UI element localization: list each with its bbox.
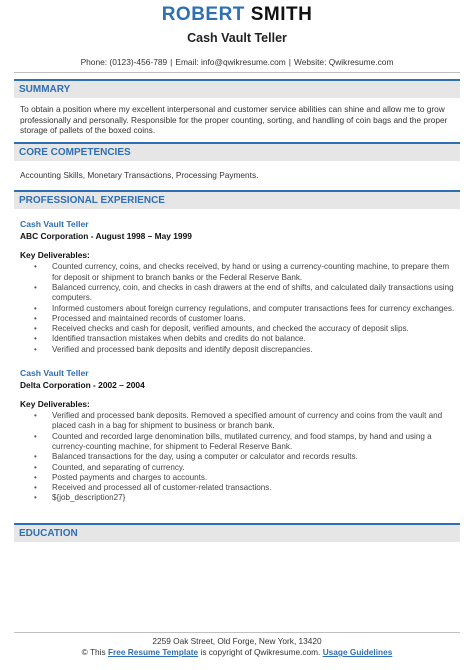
section-heading-competencies: CORE COMPETENCIES	[14, 142, 460, 161]
section-heading-education: EDUCATION	[14, 523, 460, 542]
list-item: • Received and processed all of customer-related transactions.	[52, 483, 460, 493]
list-item: • Received checks and cash for deposit, verified amounts, and checked the accuracy of deposit slips.	[52, 324, 460, 334]
list-item: • Counted, and separating of currency.	[52, 463, 460, 473]
list-item: • Posted payments and charges to accounts.	[52, 473, 460, 483]
list-item: • ${job_description27}	[52, 493, 460, 503]
first-name: ROBERT	[161, 4, 245, 25]
job-1-title: Cash Vault Teller	[20, 219, 89, 230]
phone-text: Phone: (0123)-456-789	[80, 57, 168, 67]
resume-footer	[0, 632, 474, 658]
list-item: • Identified transaction mistakes when debits and credits do not balance.	[52, 334, 460, 344]
section-heading-experience: PROFESSIONAL EXPERIENCE	[14, 190, 460, 209]
candidate-name	[0, 2, 474, 28]
footer-links	[0, 647, 474, 658]
job-1-deliverables-label: Key Deliverables:	[20, 250, 90, 261]
resume-header	[0, 0, 474, 68]
list-item: • Balanced currency, coin, and checks in cash drawers at the end of shifts, and calculated daily transactions using computers.	[52, 283, 460, 304]
contact-separator: |	[170, 57, 173, 67]
summary-text: To obtain a position where my excellent interpersonal and customer service abilities can shine and allow me to grow professionally and personally. Responsible for the proper counting, sorting, and handling of coin bags and the proper storage of pallets of the boxed coins.	[20, 104, 448, 136]
list-item: • Counted and recorded large denomination bills, mutilated currency, and food stamps, by hand and using a currency-counting machine, for shipment to Federal Reserve Bank.	[52, 432, 460, 453]
job-2-bullets	[52, 411, 460, 504]
usage-guidelines-link[interactable]: Usage Guidelines	[322, 647, 393, 657]
website-text: Website: Qwikresume.com	[293, 57, 394, 67]
section-heading-summary: SUMMARY	[14, 79, 460, 98]
list-item: • Balanced transactions for the day, using a computer or calculator and records results.	[52, 452, 460, 462]
free-template-link[interactable]: Free Resume Template	[107, 647, 199, 657]
list-item: • Verified and processed bank deposits and identify deposit discrepancies.	[52, 345, 460, 355]
job-2-deliverables-label: Key Deliverables:	[20, 399, 90, 410]
list-item: • Verified and processed bank deposits. Removed a specified amount of currency and coins from the vault and placed cash in a bag for shipment to business or branch bank.	[52, 411, 460, 432]
job-title-heading: Cash Vault Teller	[187, 31, 287, 45]
contact-line	[0, 57, 474, 68]
list-item: • Informed customers about foreign currency regulations, and computer transactions fees for currency exchanges.	[52, 304, 460, 314]
competencies-text: Accounting Skills, Monetary Transactions, Processing Payments.	[20, 169, 259, 180]
list-item: • Processed and maintained records of customer loans.	[52, 314, 460, 324]
list-item: • Counted currency, coins, and checks received, by hand or using a currency-counting machine, to prepare them for deposit or shipment to branch banks or the Federal Reserve Bank.	[52, 262, 460, 283]
footer-address: 2259 Oak Street, Old Forge, New York, 13420	[152, 636, 322, 646]
footer-copyright: is copyright of Qwikresume.com.	[200, 647, 321, 657]
last-name: SMITH	[250, 4, 313, 25]
header-divider	[14, 72, 460, 73]
email-text: Email: info@qwikresume.com	[175, 57, 286, 67]
job-1-company: ABC Corporation - August 1998 – May 1999	[20, 231, 192, 242]
job-1-bullets	[52, 262, 460, 355]
contact-separator: |	[288, 57, 291, 67]
job-2-title: Cash Vault Teller	[20, 368, 89, 379]
footer-prefix: © This	[81, 647, 106, 657]
footer-divider	[14, 632, 460, 633]
job-2-company: Delta Corporation - 2002 – 2004	[20, 380, 145, 391]
